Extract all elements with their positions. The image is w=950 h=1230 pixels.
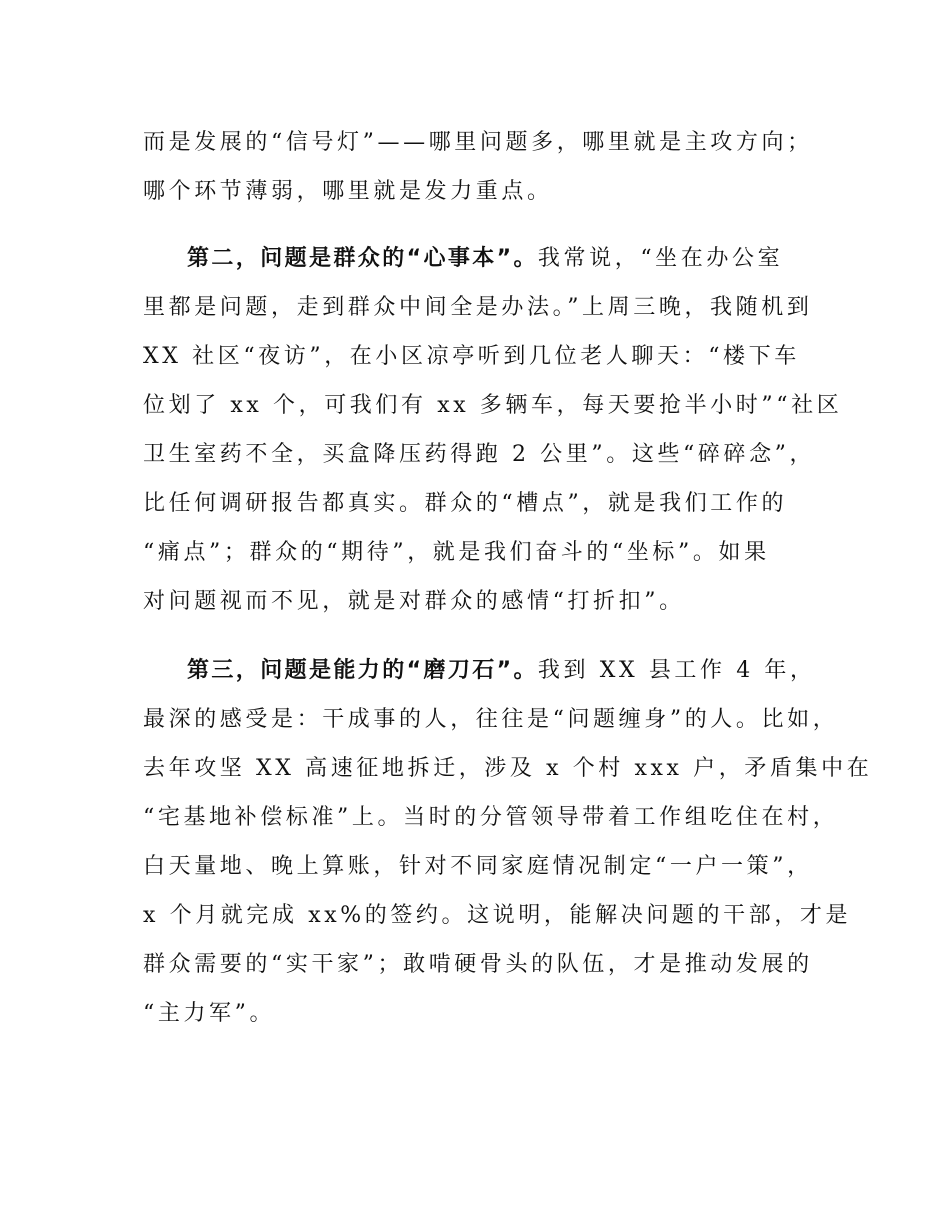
paragraph-3-line-1 bbox=[187, 656, 816, 686]
paragraph-3-line-3: 去年攻坚 XX 高速征地拆迁，涉及 x 个村 xxx 户，矛盾集中在 bbox=[143, 756, 873, 781]
paragraph-3-text-start: 我到 XX 县工作 4 年， bbox=[537, 658, 816, 683]
paragraph-3-line-2: 最深的感受是：干成事的人，往往是“问题缠身”的人。比如， bbox=[143, 707, 839, 732]
paragraph-2-line-6: 比任何调研报告都真实。群众的“槽点”，就是我们工作的 bbox=[143, 491, 788, 516]
paragraph-2-line-1 bbox=[187, 244, 783, 274]
paragraph-2-line-4: 位划了 xx 个，可我们有 xx 多辆车，每天要抢半小时”“社区 bbox=[143, 393, 843, 418]
paragraph-3-line-6: x 个月就完成 xx%的签约。这说明，能解决问题的干部，才是 bbox=[143, 903, 852, 928]
paragraph-3-heading: 第三，问题是能力的“磨刀石”。 bbox=[187, 658, 538, 683]
paragraph-2-text-start: 我常说，“坐在办公室 bbox=[537, 246, 784, 271]
paragraph-2-line-2: 里都是问题，走到群众中间全是办法。”上周三晚，我随机到 bbox=[143, 295, 813, 320]
paragraph-3-line-5: 白天量地、晚上算账，针对不同家庭情况制定“一户一策”， bbox=[143, 854, 813, 879]
paragraph-2-line-3: XX 社区“夜访”，在小区凉亭听到几位老人聊天：“楼下车 bbox=[143, 344, 800, 369]
paragraph-1-line-2: 哪个环节薄弱，哪里就是发力重点。 bbox=[143, 179, 553, 204]
paragraph-3-line-8: “主力军”。 bbox=[143, 1001, 276, 1026]
paragraph-3-line-7: 群众需要的“实干家”；敢啃硬骨头的队伍，才是推动发展的 bbox=[143, 952, 813, 977]
paragraph-2-line-5: 卫生室药不全，买盒降压药得跑 2 公里”。这些“碎碎念”， bbox=[143, 442, 816, 467]
paragraph-2-heading: 第二，问题是群众的“心事本”。 bbox=[187, 246, 538, 271]
paragraph-1-line-1: 而是发展的“信号灯”——哪里问题多，哪里就是主攻方向； bbox=[143, 130, 813, 155]
paragraph-2-line-7: “痛点”；群众的“期待”，就是我们奋斗的“坐标”。如果 bbox=[143, 540, 770, 565]
paragraph-3-line-4: “宅基地补偿标准”上。当时的分管领导带着工作组吃住在村， bbox=[143, 805, 839, 830]
paragraph-2-line-8: 对问题视而不见，就是对群众的感情“打折扣”。 bbox=[143, 589, 685, 614]
